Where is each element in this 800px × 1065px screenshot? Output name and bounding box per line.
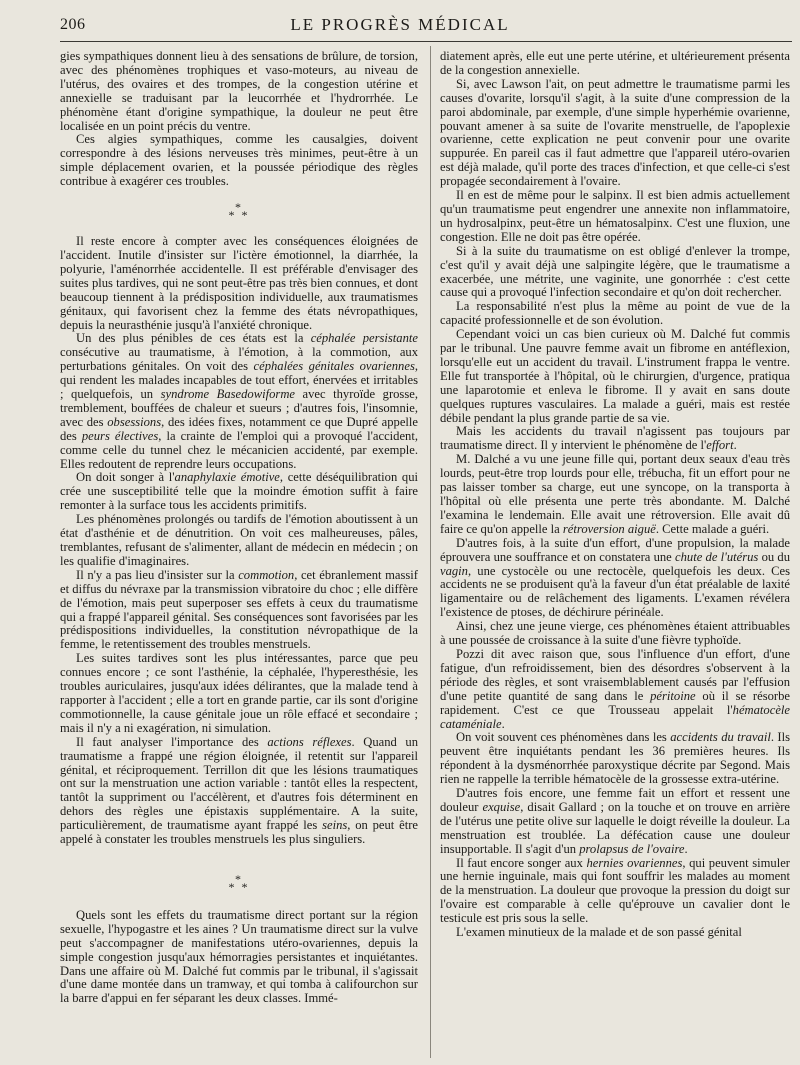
emphasis: céphalée persistante bbox=[310, 331, 418, 346]
paragraph: gies sympathiques donnent lieu à des sensations de brûlure, de torsion, avec des phénomènes trophiques et vaso-moteurs, au niveau de l'utérus, des ovaires et des trompes, de la congestion utérine et annexielle se traduisant par la leucorrhée et l'hydrorrhée. Le phénomène étant d'origine sympathique, la douleur ne peut être localisée en un point précis du ventre. bbox=[60, 50, 418, 133]
paragraph: Il reste encore à compter avec les conséquences éloignées de l'accident. Inutile d'insister sur l'ictère émotionnel, la diarrhée, la polyurie, l'aménorrhée accidentelle. Il est préférable d'envisager des suites plus tardives, qui ne sont peut-être pas très bien connues, et dont beaucoup tiennent à la prédisposition individuelle, aux traumatismes génitaux, qui favorisent chez la femme des états névropathiques, depuis la neurasthénie jusqu'à l'anxiété chronique. bbox=[60, 234, 418, 332]
running-title: LE PROGRÈS MÉDICAL bbox=[290, 15, 510, 34]
emphasis: céphalées génitales ovariennes bbox=[253, 359, 415, 374]
emphasis: péritoine bbox=[650, 688, 696, 703]
emphasis: seins bbox=[322, 818, 348, 833]
column-divider bbox=[430, 46, 431, 1058]
emphasis: prolapsus de l'ovaire bbox=[579, 841, 685, 856]
paragraph: Il faut analyser l'importance des actions réflexes. Quand un traumatisme a frappé une région éloignée, il retentit sur l'appareil génital, et réciproquement. Terrillon dit que les lésions traumatiques ont sur la menstruation une action variable : tantôt elles la respectent, tantôt la suppriment ou l'accélèrent, et d'autres fois déterminent en dehors des règles une épistaxis supplémentaire. A la suite, particulièrement, de traumatisme ayant frappé les seins, on peut être appelé à constater les troubles menstruels les plus singuliers. bbox=[60, 734, 418, 847]
paragraph: Mais les accidents du travail n'agissent pas toujours par traumatisme direct. Il y intervient le phénomène de l'effort. bbox=[440, 424, 790, 453]
emphasis: effort bbox=[706, 438, 734, 453]
section-separator bbox=[60, 201, 418, 221]
page-header bbox=[0, 0, 800, 44]
paragraph: On voit souvent ces phénomènes dans les accidents du travail. Ils peuvent être inquiétants pendant les 36 premières heures. Ils répondent à la dysménorrhée paroxystique décrite par Segond. Mais rien ne rappelle la terrible hématocèle de la grossesse extra-utérine. bbox=[440, 730, 790, 787]
emphasis: hernies ovariennes bbox=[586, 855, 683, 870]
paragraph: M. Dalché a vu une jeune fille qui, portant deux seaux d'eau très lourds, peut-être trop lourds pour elle, trébucha, fit un effort pour ne pas laisser tomber sa charge, eut une syncope, on la transporta à l'hôpital où elle présenta une perte très abondante. M. Dalché l'examina le lendemain. Elle avait une rétroversion. Elle avait dû faire ce qu'on appelle la rétroversion aiguë. Cette malade a guéri. bbox=[440, 452, 790, 536]
paragraph: Les suites tardives sont les plus intéressantes, parce que peu connues encore ; ce sont l'asthénie, la céphalée, l'hyperesthésie, les troubles auriculaires, jusqu'aux idées délirantes, que la malade tend à rapporter à l'accident ; elle a tort en grande partie, car ils sont d'origine commotionnelle, la cause génitale joue un rôle effacé et secondaire ; mais il n'y a ni exagération, ni simulation. bbox=[60, 651, 418, 735]
emphasis: anaphylaxie émotive bbox=[174, 470, 280, 485]
paragraph: Cependant voici un cas bien curieux où M. Dalché fut commis par le tribunal. Une pauvre femme avait un fibrome en antéflexion, lorsqu'elle eut un accident du travail. L'instrument frappa le ventre. Elle fut transportée à l'hôpital, où le chirurgien, d'urgence, pratiqua une laparotomie et enleva le fibrome. Il y avait en sans doute quelques ruptures vasculaires. La malade a guéri, mais est restée débile pendant la plus grande partie de sa vie. bbox=[440, 327, 790, 425]
paragraph: Il n'y a pas lieu d'insister sur la commotion, cet ébranlement massif et diffus du névraxe par la transmission vibratoire du choc ; elle diffère de l'émotion, mais peut superposer ses effets à ceux du traumatisme qui a frappé l'appareil génital. Ses conséquences sont favorisées par les prédispositions individuelles, la constitution névropathique de la femme, le retentissement des troubles menstruels. bbox=[60, 567, 418, 652]
right-column bbox=[440, 50, 790, 1060]
emphasis: exquise bbox=[482, 799, 521, 814]
emphasis: actions réflexes bbox=[267, 734, 352, 749]
paragraph: La responsabilité n'est plus la même au point de vue de la capacité professionnelle et de son évolution. bbox=[440, 299, 790, 328]
separator-asterisk: * bbox=[228, 208, 237, 223]
emphasis: accidents du travail bbox=[670, 730, 771, 745]
separator-asterisk: * bbox=[235, 871, 243, 886]
paragraph: Si, avec Lawson l'ait, on peut admettre le traumatisme parmi les causes d'ovarite, lorsqu'il s'agit, à la suite d'une compression de la paroi abdominale, par exemple, d'une simple hyperhémie ovarienne, pouvant amener à sa suite de l'ovarite menstruelle, de l'apoplexie ovarienne, cette explication ne peut convenir pour une ovarite suppurée. En pareil cas il faut admettre que l'appareil utéro-ovarien est déjà malade, qu'il porte des traces d'infection, et que celle-ci s'est propagée secondairement à l'ovaire. bbox=[440, 76, 790, 189]
paragraph: Les phénomènes prolongés ou tardifs de l'émotion aboutissent à un état d'asthénie et de dénutrition. On voit ces malheureuses, pâles, tremblantes, refusant de s'alimenter, allant de médecin en médecin ; on les qualifie d'imaginaires. bbox=[60, 512, 418, 568]
paragraph: diatement après, elle eut une perte utérine, et ultérieurement présenta de la congestion annexielle. bbox=[440, 50, 790, 77]
emphasis: commotion bbox=[238, 567, 295, 582]
separator-asterisk: * bbox=[228, 879, 237, 894]
page-number: 206 bbox=[60, 16, 86, 33]
paragraph: Pozzi dit avec raison que, sous l'influence d'un effort, d'une fatigue, d'un refroidissement, bien des désordres s'observent à la période des règles, et sont vraisemblablement causés par l'effusion d'une petite quantité de sang dans le péritoine où il se résorbe rapidement. C'est ce que Trousseau appelait l'hématocèle cataméniale. bbox=[440, 646, 790, 731]
emphasis: rétroversion aiguë bbox=[562, 521, 656, 536]
separator-asterisk: * bbox=[235, 200, 243, 215]
separator-asterisk: * bbox=[241, 879, 250, 894]
paragraph: Il faut encore songer aux hernies ovariennes, qui peuvent simuler une hernie inguinale, mais qui font souffrir les malades au moment de la menstruation. La douleur que provoque la pression du doigt sur l'ovaire est comparable à celle qu'éprouve un cavalier dont le testicule est pris sous la selle. bbox=[440, 855, 790, 926]
paragraph: On doit songer à l'anaphylaxie émotive, cette déséquilibration qui crée une susceptibilité telle que la moindre émotion suffit à faire remonter à la surface tous les accidents primitifs. bbox=[60, 470, 418, 513]
left-column bbox=[60, 50, 418, 1060]
paragraph: Il en est de même pour le salpinx. Il est bien admis actuellement qu'un traumatisme peut engendrer une annexite non inflammatoire, un hydrosalpinx, peut-être un hématosalpinx. C'est une fluxion, une congestion. Elle ne doit pas être opérée. bbox=[440, 188, 790, 244]
emphasis: chute de l'utérus bbox=[675, 549, 759, 564]
emphasis: obsessions bbox=[107, 414, 162, 429]
paragraph: Ces algies sympathiques, comme les causalgies, doivent correspondre à des lésions nerveuses très minimes, peut-être à un simple déplacement ovarien, et la poussée périodique des règles contribue à exagérer ces troubles. bbox=[60, 132, 418, 189]
paragraph: D'autres fois encore, une femme fait un effort et ressent une douleur exquise, disait Gallard ; on la touche et on trouve en arrière de l'utérus une petite olive sur laquelle le doigt réveille la douleur. La menstruation est troublée. La défécation cause une douleur insupportable. Il s'agit d'un prolapsus de l'ovaire. bbox=[440, 786, 790, 856]
paragraph: Ainsi, chez une jeune vierge, ces phénomènes étaient attribuables à une poussée de croissance à la suite d'une fièvre typhoïde. bbox=[440, 619, 790, 648]
paragraph: Quels sont les effets du traumatisme direct portant sur la région sexuelle, l'hypogastre et les aines ? Un traumatisme direct sur la vulve peut s'accompagner de manifestations utéro-ovariennes, depuis la simple congestion jusqu'aux hémorragies persistantes et inquiétantes. Dans une affaire où M. Dalché fut commis par le tribunal, il s'agissait d'une dame montée dans un tramway, et qui tomba à califourchon sur la barre d'appui en fer séparant les deux classes. Immé- bbox=[60, 907, 418, 1006]
emphasis: hématocèle cataméniale bbox=[440, 702, 790, 731]
paragraph: D'autres fois, à la suite d'un effort, d'une propulsion, la malade éprouvera une souffrance et on constatera une chute de l'utérus ou du vagin, une cystocèle ou une rectocèle, quelquefois les deux. Ces accidents ne se produisent qu'à la faveur d'un état préalable de laxité ligamentaire ou de relâchement des ligaments. L'examen révélera l'existence de ptoses, de déchirure périnéale. bbox=[440, 535, 790, 620]
emphasis: syndrome Basedowiforme bbox=[160, 387, 295, 402]
separator-asterisk: * bbox=[241, 208, 250, 223]
paragraph: Un des plus pénibles de ces états est la céphalée persistante consécutive au traumatisme, à l'émotion, à la commotion, aux perturbations génitales. On voit des céphalées génitales ovariennes, qui rendent les malades incapables de tout effort, énervées et irritables ; quelquefois, un syndrome Basedowiforme avec thyroïde grosse, tremblement, bouffées de chaleur et sueurs ; d'autres fois, l'insomnie, avec des obsessions, des idées fixes, notamment ce que Dupré appelle des peurs électives, la crainte de l'emploi qui a provoqué l'accident, comme celle du tunnel chez le mécanicien accidenté, par exemple. Elles redoutent de reprendre leurs occupations. bbox=[60, 331, 418, 471]
emphasis: peurs électives bbox=[81, 428, 159, 443]
paragraph: L'examen minutieux de la malade et de son passé génital bbox=[456, 925, 742, 940]
header-rule bbox=[60, 41, 792, 42]
emphasis: vagin bbox=[440, 563, 468, 578]
section-separator bbox=[60, 873, 418, 893]
paragraph: Si à la suite du traumatisme on est obligé d'enlever la trompe, c'est qu'il y avait déjà une salpingite légère, que le traumatisme a exacerbée, une métrite, une vaginite, une gonorrhée : c'est cette cause qui a provoqué l'infection secondaire et qu'on doit rechercher. bbox=[440, 243, 790, 300]
